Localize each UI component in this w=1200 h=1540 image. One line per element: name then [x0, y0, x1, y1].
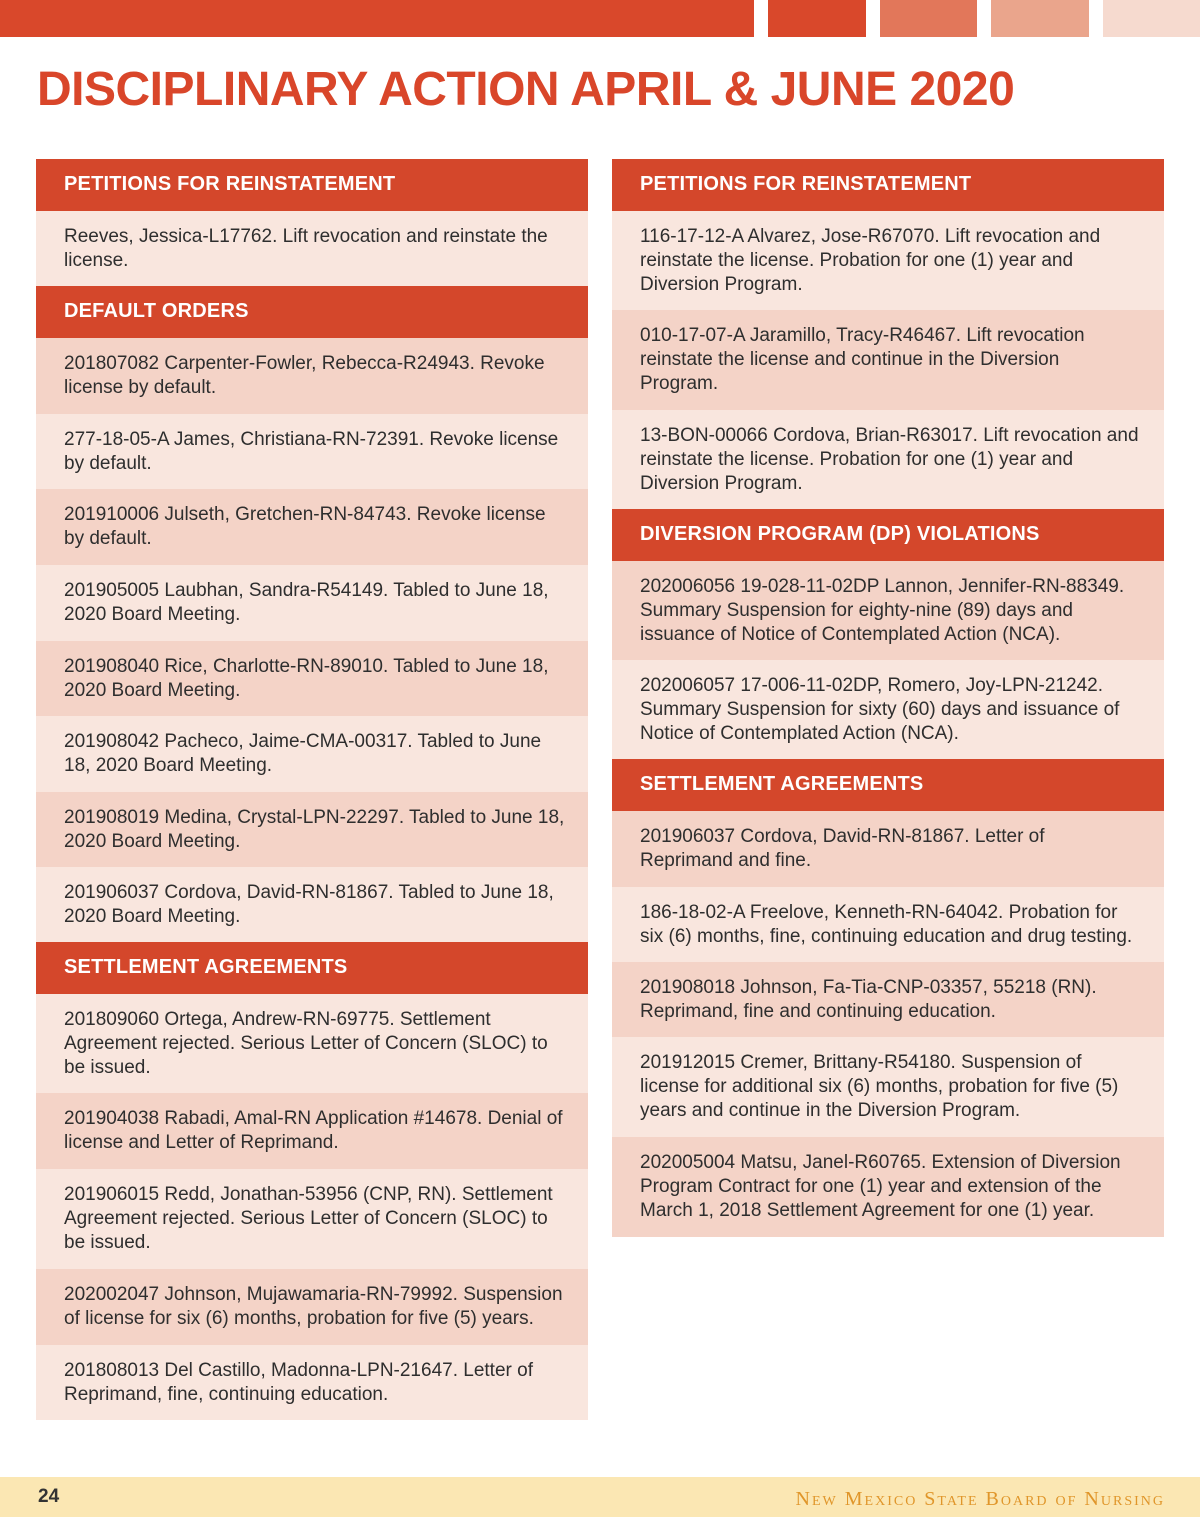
- top-bar-segment-3: [880, 0, 977, 37]
- list-item: 201912015 Cremer, Brittany-R54180. Suspension of license for additional six (6) months, probation for five (5) years and continue in the Diversion Program.: [612, 1037, 1164, 1137]
- list-item: 201908019 Medina, Crystal-LPN-22297. Tabled to June 18, 2020 Board Meeting.: [36, 792, 588, 867]
- list-item: 201904038 Rabadi, Amal-RN Application #14678. Denial of license and Letter of Reprimand.: [36, 1093, 588, 1169]
- list-item: 202005004 Matsu, Janel-R60765. Extension of Diversion Program Contract for one (1) year and extension of the March 1, 2018 Settlement Agreement for one (1) year.: [612, 1137, 1164, 1237]
- list-item: 201905005 Laubhan, Sandra-R54149. Tabled to June 18, 2020 Board Meeting.: [36, 565, 588, 641]
- list-item: 13-BON-00066 Cordova, Brian-R63017. Lift revocation and reinstate the license. Probation for one (1) year and Diversion Program.: [612, 410, 1164, 509]
- top-bar-segment-2: [768, 0, 866, 37]
- list-item: 202006057 17-006-11-02DP, Romero, Joy-LPN-21242. Summary Suspension for sixty (60) days and issuance of Notice of Contemplated Action (NCA).: [612, 660, 1164, 759]
- section-header-dp-violations: DIVERSION PROGRAM (DP) VIOLATIONS: [612, 509, 1164, 561]
- list-item: 201910006 Julseth, Gretchen-RN-84743. Revoke license by default.: [36, 489, 588, 565]
- list-item: 116-17-12-A Alvarez, Jose-R67070. Lift revocation and reinstate the license. Probation for one (1) year and Diversion Program.: [612, 211, 1164, 310]
- left-column: [36, 159, 588, 1420]
- list-item: 202002047 Johnson, Mujawamaria-RN-79992. Suspension of license for six (6) months, probation for five (5) years.: [36, 1269, 588, 1345]
- list-item: 201808013 Del Castillo, Madonna-LPN-21647. Letter of Reprimand, fine, continuing education.: [36, 1345, 588, 1420]
- section-header-default-orders: DEFAULT ORDERS: [36, 286, 588, 338]
- top-bar-segment-4: [991, 0, 1089, 37]
- list-item: 201807082 Carpenter-Fowler, Rebecca-R24943. Revoke license by default.: [36, 338, 588, 414]
- page-number: 24: [38, 1486, 60, 1507]
- list-item: 277-18-05-A James, Christiana-RN-72391. Revoke license by default.: [36, 414, 588, 489]
- list-item: 201908018 Johnson, Fa-Tia-CNP-03357, 55218 (RN). Reprimand, fine and continuing education.: [612, 962, 1164, 1037]
- section-header-settlement-right: SETTLEMENT AGREEMENTS: [612, 759, 1164, 811]
- top-bar-segment-1: [0, 0, 754, 37]
- list-item: 201906015 Redd, Jonathan-53956 (CNP, RN). Settlement Agreement rejected. Serious Letter of Concern (SLOC) to be issued.: [36, 1169, 588, 1269]
- list-item: 186-18-02-A Freelove, Kenneth-RN-64042. Probation for six (6) months, fine, continuing education and drug testing.: [612, 887, 1164, 962]
- publication-name: New Mexico State Board of Nursing: [795, 1488, 1165, 1510]
- list-item: 201906037 Cordova, David-RN-81867. Letter of Reprimand and fine.: [612, 811, 1164, 887]
- section-header-settlement-left: SETTLEMENT AGREEMENTS: [36, 942, 588, 994]
- list-item: 201908042 Pacheco, Jaime-CMA-00317. Tabled to June 18, 2020 Board Meeting.: [36, 716, 588, 792]
- list-item: 201908040 Rice, Charlotte-RN-89010. Tabled to June 18, 2020 Board Meeting.: [36, 641, 588, 716]
- footer: [0, 1477, 1200, 1517]
- top-bar-segment-5: [1103, 0, 1200, 37]
- list-item: 010-17-07-A Jaramillo, Tracy-R46467. Lift revocation reinstate the license and continue in the Diversion Program.: [612, 310, 1164, 410]
- list-item: 202006056 19-028-11-02DP Lannon, Jennifer-RN-88349. Summary Suspension for eighty-nine (89) days and issuance of Notice of Contemplated Action (NCA).: [612, 561, 1164, 660]
- section-header-petitions-left: PETITIONS FOR REINSTATEMENT: [36, 159, 588, 211]
- right-column: [612, 159, 1164, 1237]
- list-item: 201906037 Cordova, David-RN-81867. Tabled to June 18, 2020 Board Meeting.: [36, 867, 588, 942]
- section-header-petitions-right: PETITIONS FOR REINSTATEMENT: [612, 159, 1164, 211]
- list-item: Reeves, Jessica-L17762. Lift revocation and reinstate the license.: [36, 211, 588, 286]
- page-title: DISCIPLINARY ACTION APRIL & JUNE 2020: [37, 63, 1015, 116]
- list-item: 201809060 Ortega, Andrew-RN-69775. Settlement Agreement rejected. Serious Letter of Concern (SLOC) to be issued.: [36, 994, 588, 1093]
